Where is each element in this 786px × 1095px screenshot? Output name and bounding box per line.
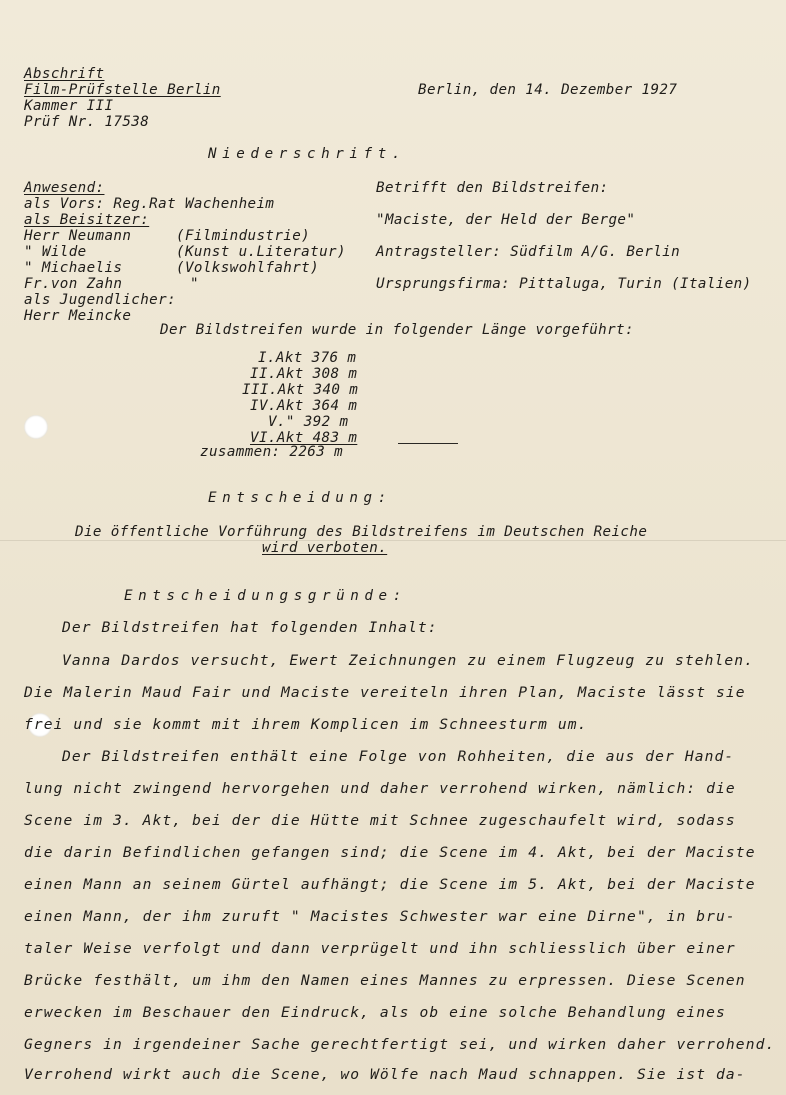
member-wilde: " Wilde: [24, 244, 87, 260]
paper-fold: [0, 540, 786, 541]
chairman: als Vors: Reg.Rat Wachenheim: [24, 196, 275, 212]
member-von-zahn-ditto: ": [190, 276, 199, 292]
document-date: Berlin, den 14. Dezember 1927: [418, 82, 678, 98]
document-title: Niederschrift.: [208, 146, 406, 162]
applicant: Antragsteller: Südfilm A/G. Berlin: [376, 244, 681, 260]
act-length: I.Akt 376 m: [258, 350, 357, 366]
reasons-heading: Entscheidungsgründe:: [124, 588, 407, 604]
pruef-number: Prüf Nr. 17538: [24, 114, 150, 130]
act-length: V." 392 m: [268, 414, 349, 430]
act-length: III.Akt 340 m: [242, 382, 359, 398]
content-line: Der Bildstreifen enthält eine Folge von Rohheiten, die aus der Hand-: [62, 748, 735, 765]
youth-label: als Jugendlicher:: [24, 292, 177, 308]
member-von-zahn: Fr.von Zahn: [24, 276, 123, 292]
content-intro: Der Bildstreifen hat folgenden Inhalt:: [62, 619, 438, 636]
decision-heading: Entscheidung:: [208, 490, 392, 506]
chamber: Kammer III: [24, 98, 114, 114]
content-line: Gegners in irgendeiner Sache gerechtfertigt sei, und wirken daher verrohend.: [24, 1036, 776, 1053]
content-line: Scene im 3. Akt, bei der die Hütte mit Schnee zugeschaufelt wird, sodass: [24, 812, 736, 829]
betrifft-label: Betrifft den Bildstreifen:: [376, 180, 609, 196]
sum-rule: [398, 443, 458, 444]
decision-text: Die öffentliche Vorführung des Bildstreifens im Deutschen Reiche: [75, 524, 648, 540]
member-michaelis: " Michaelis: [24, 260, 123, 276]
content-line: Brücke festhält, um ihm den Namen eines Mannes zu erpressen. Diese Scenen: [24, 972, 746, 989]
act-length: II.Akt 308 m: [250, 366, 358, 382]
content-line: die darin Befindlichen gefangen sind; die Scene im 4. Akt, bei der Maciste: [24, 844, 756, 861]
content-line: Vanna Dardos versucht, Ewert Zeichnungen zu einem Flugzeug zu stehlen.: [62, 652, 755, 669]
member-wilde-group: (Kunst u.Literatur): [176, 244, 346, 260]
origin-company: Ursprungsfirma: Pittaluga, Turin (Italien): [376, 276, 752, 292]
office-name: Film-Prüfstelle Berlin: [24, 82, 221, 98]
punch-hole-upper: [24, 415, 48, 439]
abschrift-label: Abschrift: [24, 66, 105, 82]
member-neumann: Herr Neumann: [24, 228, 132, 244]
assessors-label: als Beisitzer:: [24, 212, 150, 228]
content-line: taler Weise verfolgt und dann verprügelt und ihn schliesslich über einer: [24, 940, 736, 957]
content-line: einen Mann an seinem Gürtel aufhängt; die Scene im 5. Akt, bei der Maciste: [24, 876, 756, 893]
member-neumann-group: (Filmindustrie): [176, 228, 311, 244]
content-line: Die Malerin Maud Fair und Maciste vereiteln ihren Plan, Maciste lässt sie: [24, 684, 746, 701]
act-length: VI.Akt 483 m: [250, 430, 358, 446]
decision-text-verdict: wird verboten.: [262, 540, 388, 556]
content-line: frei und sie kommt mit ihrem Komplicen im Schneesturm um.: [24, 716, 588, 733]
total-length: zusammen: 2263 m: [200, 444, 344, 460]
youth-member: Herr Meincke: [24, 308, 132, 324]
attendance-label: Anwesend:: [24, 180, 105, 196]
member-michaelis-group: (Volkswohlfahrt): [176, 260, 320, 276]
content-line: erwecken im Beschauer den Eindruck, als ob eine solche Behandlung eines: [24, 1004, 726, 1021]
film-title: "Maciste, der Held der Berge": [376, 212, 636, 228]
lengths-intro: Der Bildstreifen wurde in folgender Länge vorgeführt:: [160, 322, 634, 338]
content-line: lung nicht zwingend hervorgehen und daher verrohend wirken, nämlich: die: [24, 780, 736, 797]
content-line: Verrohend wirkt auch die Scene, wo Wölfe nach Maud schnappen. Sie ist da-: [24, 1066, 746, 1083]
act-length: IV.Akt 364 m: [250, 398, 358, 414]
content-line: einen Mann, der ihm zuruft " Macistes Schwester war eine Dirne", in bru-: [24, 908, 736, 925]
